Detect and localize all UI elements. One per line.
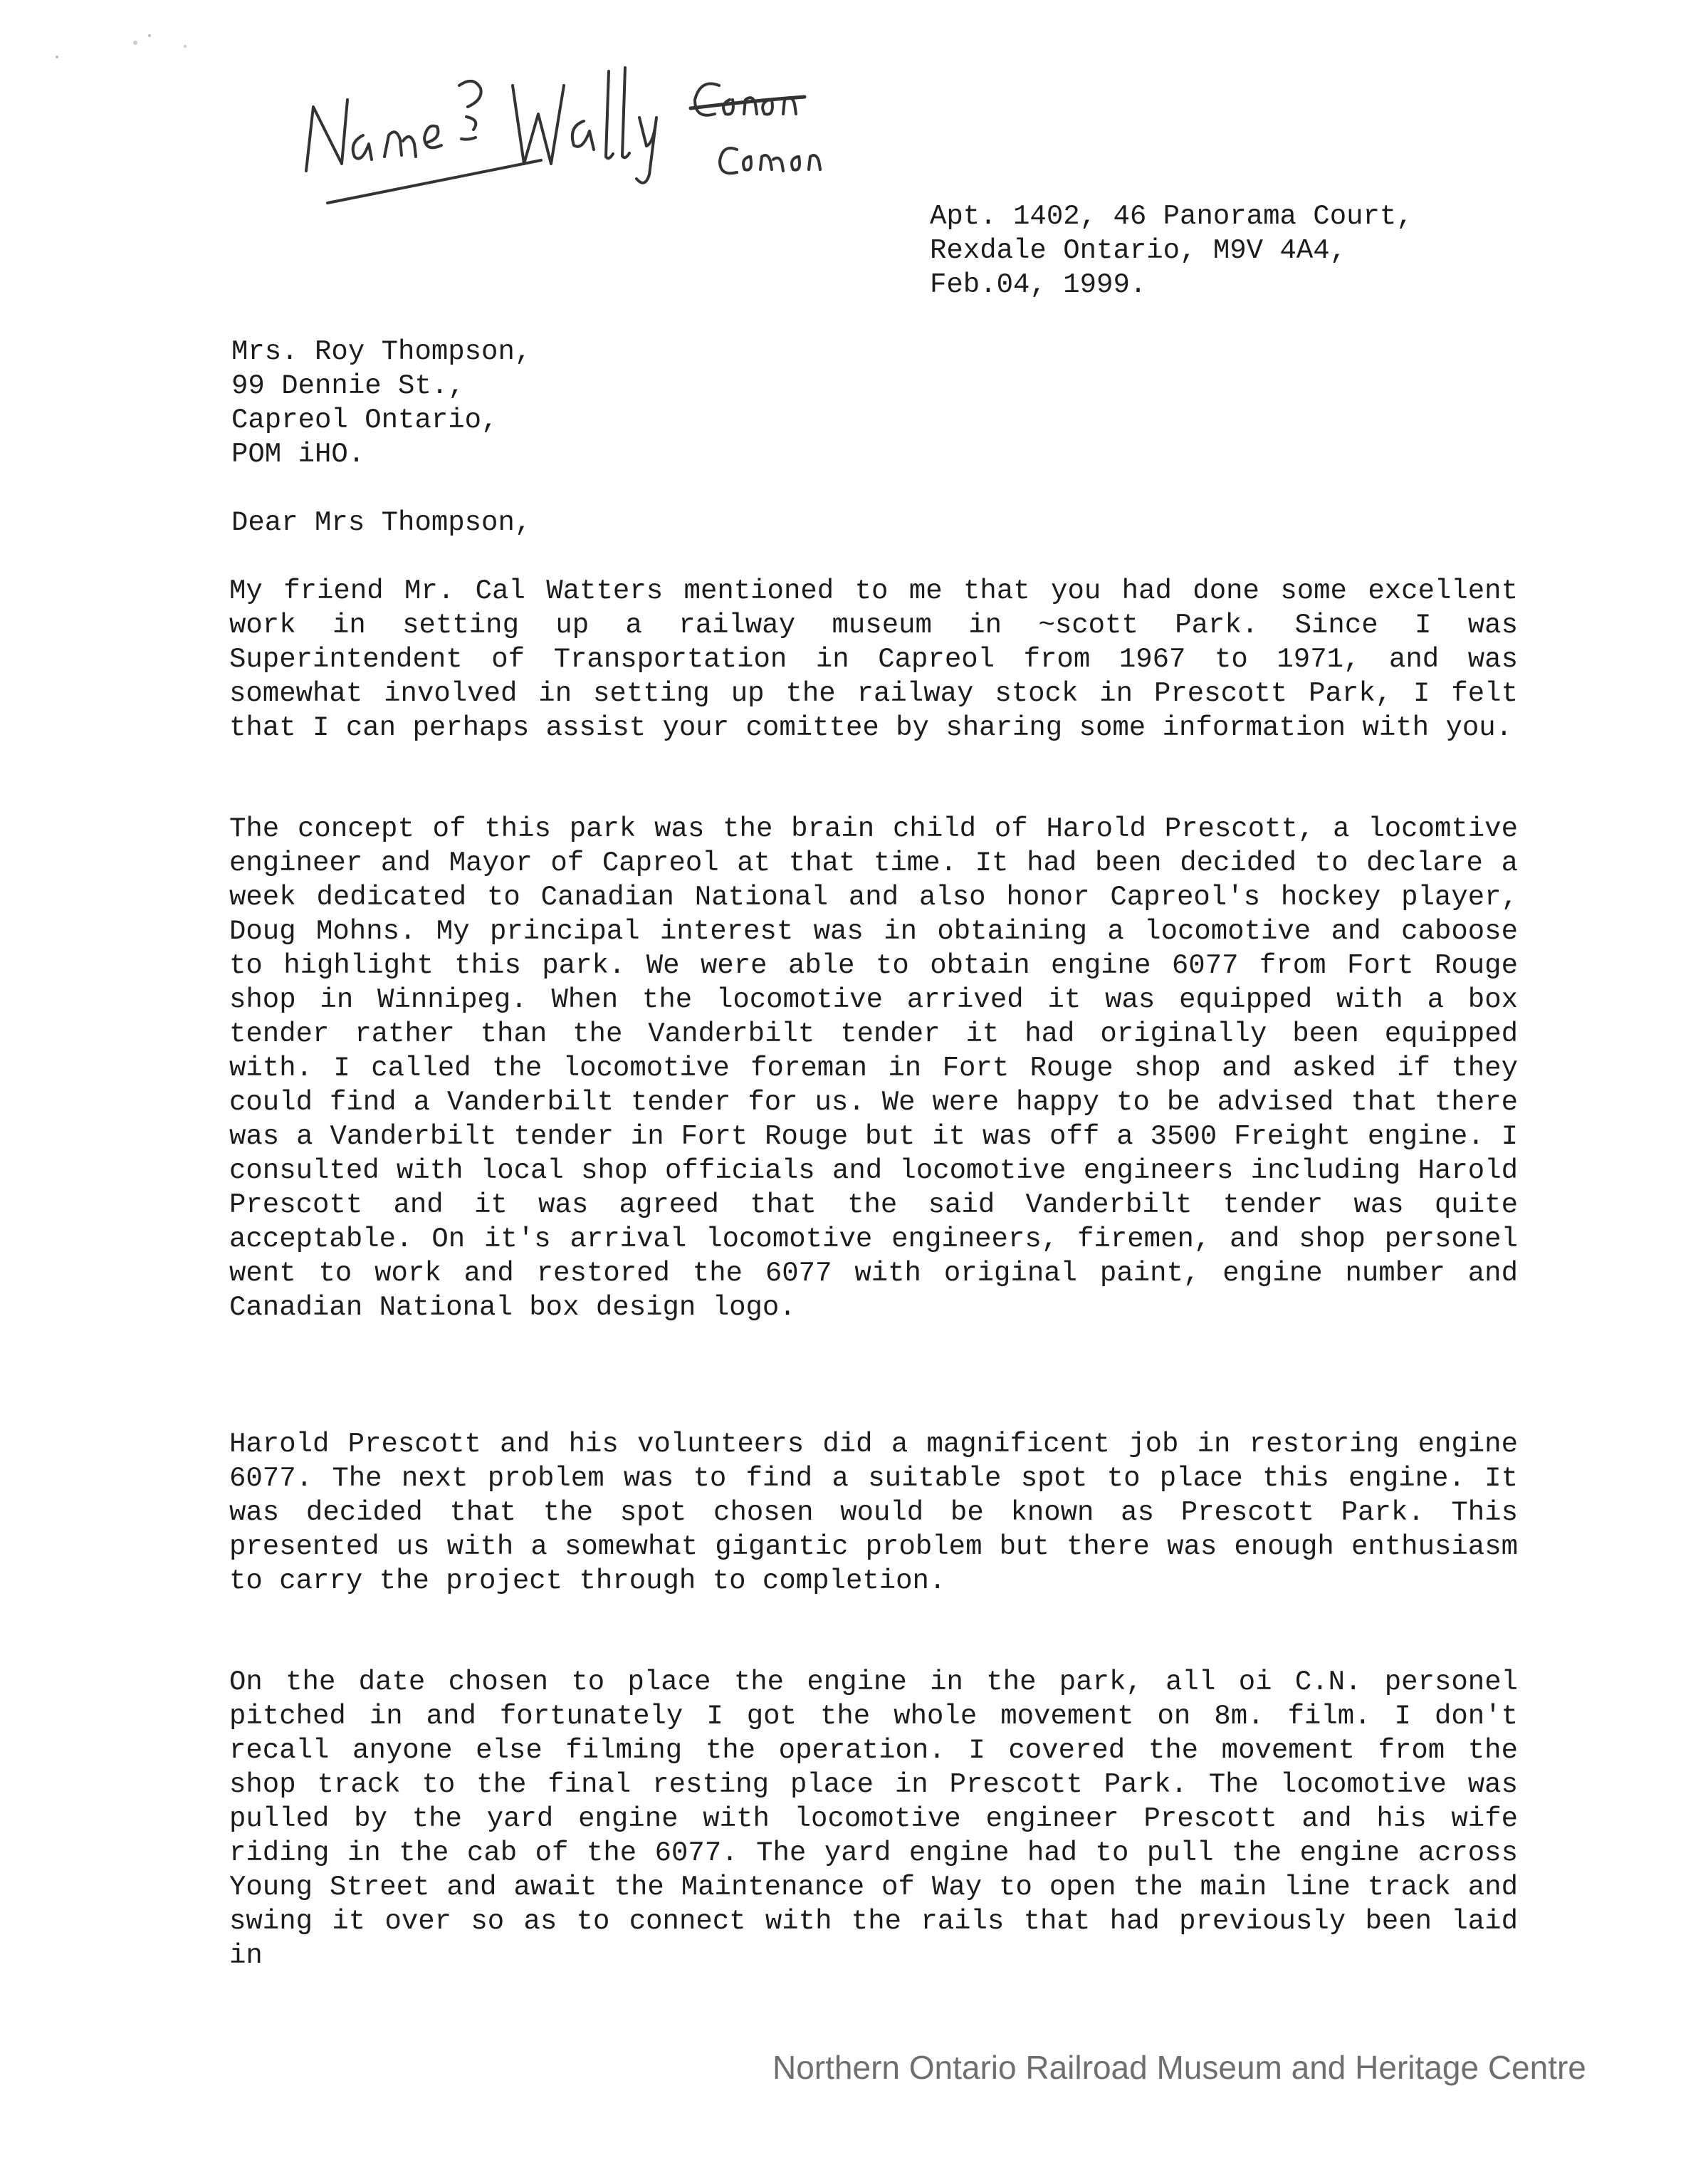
- recipient-postal-code: POM iHO.: [231, 439, 365, 470]
- body-paragraph: Harold Prescott and his volunteers did a magnificent job in restoring engine 6077. The next problem was to find a suitable spot to place this engine. It was decided that the spot chosen would be known as Prescott Park. This presented us with a somewhat gigantic problem but there was enough enthusiasm to carry the project through to completion.: [229, 1429, 1518, 1597]
- salutation: Dear Mrs Thompson,: [231, 507, 532, 538]
- body-paragraph: My friend Mr. Cal Watters mentioned to me that you had done some excellent work in setting up a railway museum in ~scott Park. Since I was Superintendent of Transportation in Capreol from 1967 to 1971, and was somewhat involved in setting up the railway stock in Prescott Park, I felt that I can perhaps assist your comittee by sharing some information with you.: [229, 575, 1518, 744]
- recipient-address-line: Capreol Ontario,: [231, 405, 498, 436]
- archive-footer: Northern Ontario Railroad Museum and Heritage Centre: [772, 2049, 1586, 2086]
- sender-address-line: Rexdale Ontario, M9V 4A4,: [930, 235, 1347, 266]
- recipient-address-line: 99 Dennie St.,: [231, 370, 465, 402]
- body-paragraph: The concept of this park was the brain child of Harold Prescott, a locomtive engineer and Mayor of Capreol at that time. It had been decided to declare a week dedicated to Canadian National and also honor Capreol's hockey player, Doug Mohns. My principal interest was in obtaining a locomotive and caboose to highlight this park. We were able to obtain engine 6077 from Fort Rouge shop in Winnipeg. When the locomotive arrived it was equipped with a box tender rather than the Vanderbilt tender it had originally been equipped with. I called the locomotive foreman in Fort Rouge shop and asked if they could find a Vanderbilt tender for us. We were happy to be advised that there was a Vanderbilt tender in Fort Rouge but it was off a 3500 Freight engine. I consulted with local shop officials and locomotive engineers including Harold Prescott and it was agreed that the said Vanderbilt tender was quite acceptable. On it's arrival locomotive engineers, firemen, and shop personel went to work and restored the 6077 with original paint, engine number and Canadian National box design logo.: [229, 813, 1518, 1323]
- sender-address-line: Apt. 1402, 46 Panorama Court,: [930, 201, 1413, 232]
- recipient-name: Mrs. Roy Thompson,: [231, 336, 532, 367]
- sender-address: [930, 199, 1413, 302]
- handwritten-name-note: [285, 28, 869, 214]
- scan-specks: [43, 14, 199, 71]
- body-paragraph: On the date chosen to place the engine in the park, all oi C.N. personel pitched in and fortunately I got the whole movement on 8m. film. I don't recall anyone else filming the operation. I covered the movement from the shop track to the final resting place in Prescott Park. The locomotive was pulled by the yard engine with locomotive engineer Prescott and his wife riding in the cab of the 6077. The yard engine had to pull the engine across Young Street and await the Maintenance of Way to open the main line track and swing it over so as to connect with the rails that had previously been laid in: [229, 1666, 1518, 1971]
- letter-date: Feb.04, 1999.: [930, 269, 1147, 301]
- recipient-address: [231, 335, 531, 471]
